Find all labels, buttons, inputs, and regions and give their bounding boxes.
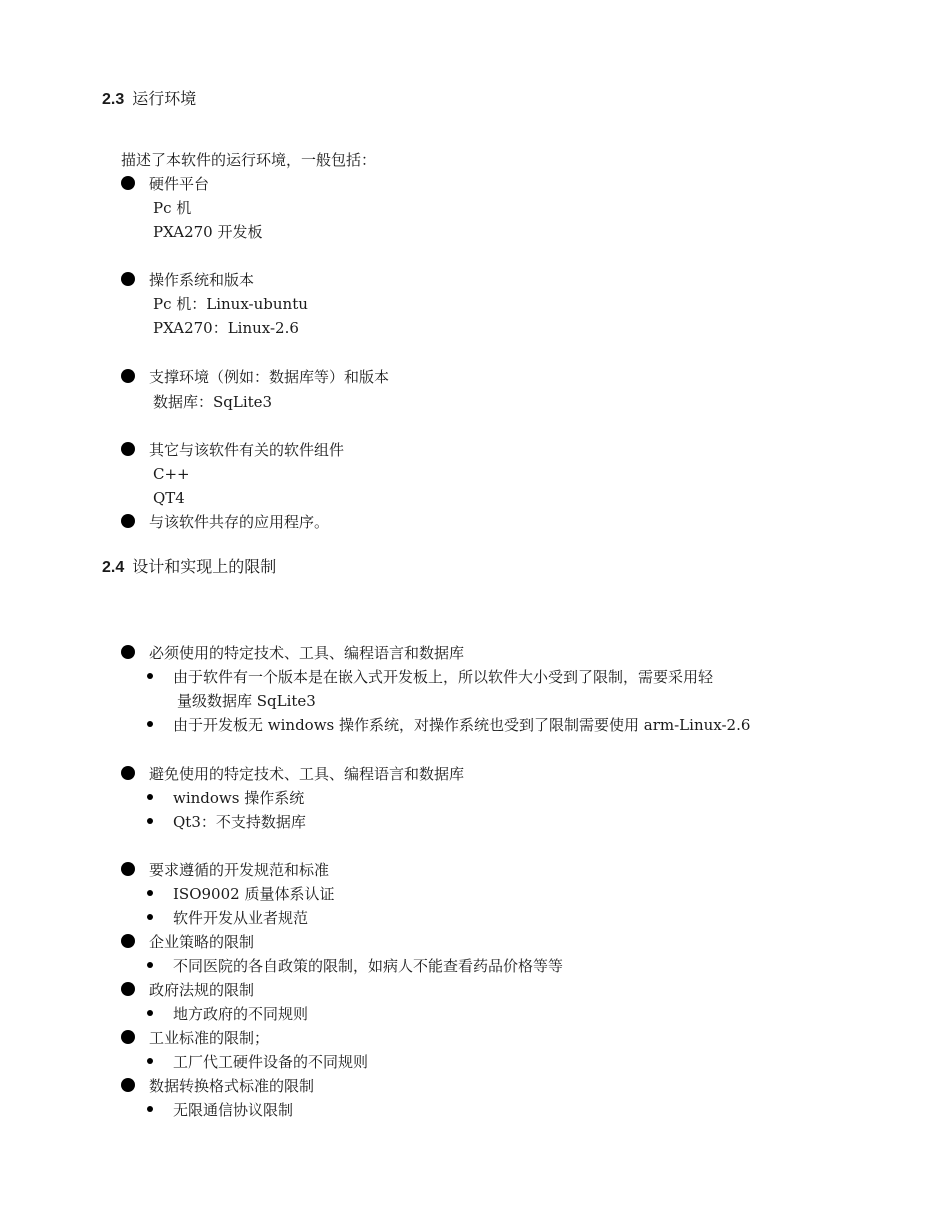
limit-bullet-industry: 工业标准的限制； — [121, 1026, 269, 1050]
sub-bullet-icon — [147, 721, 153, 727]
sub-bullet-icon — [147, 1058, 153, 1064]
bullet-icon — [121, 862, 135, 876]
sub-bullet-icon — [147, 794, 153, 800]
limit-item: 地方政府的不同规则 — [147, 1002, 308, 1026]
env-detail: PXA270 开发板 — [153, 223, 263, 241]
limit-bullet-enterprise: 企业策略的限制 — [121, 930, 254, 954]
limit-bullet-government: 政府法规的限制 — [121, 978, 254, 1002]
env-detail: PXA270：Linux-2.6 — [153, 319, 299, 337]
intro-text: 描述了本软件的运行环境，一般包括： — [121, 151, 377, 169]
env-detail: 数据库：SqLite3 — [153, 393, 273, 411]
section-2-3-heading — [102, 87, 196, 112]
limit-bullet-required-tech: 必须使用的特定技术、工具、编程语言和数据库 — [121, 641, 464, 665]
sub-bullet-icon — [147, 673, 153, 679]
sub-bullet-icon — [147, 914, 153, 920]
env-detail: C++ — [153, 465, 190, 483]
env-detail: QT4 — [153, 489, 185, 507]
env-detail: Pc 机：Linux-ubuntu — [153, 295, 308, 313]
sub-bullet-icon — [147, 818, 153, 824]
limit-item: 不同医院的各自政策的限制，如病人不能查看药品价格等等 — [147, 954, 563, 978]
bullet-icon — [121, 1030, 135, 1044]
section-title: 设计和实现上的限制 — [132, 557, 277, 576]
sub-bullet-icon — [147, 1010, 153, 1016]
env-bullet-hardware: 硬件平台 — [121, 172, 209, 196]
limit-item: 工厂代工硬件设备的不同规则 — [147, 1050, 368, 1074]
limit-item: windows 操作系统 — [147, 786, 304, 810]
sub-bullet-icon — [147, 890, 153, 896]
limit-item: Qt3：不支持数据库 — [147, 810, 306, 834]
limit-item: 软件开发从业者规范 — [147, 906, 308, 930]
env-bullet-components: 其它与该软件有关的软件组件 — [121, 438, 344, 462]
limit-item: ISO9002 质量体系认证 — [147, 882, 334, 906]
section-title: 运行环境 — [132, 89, 197, 108]
bullet-icon — [121, 645, 135, 659]
sub-bullet-icon — [147, 962, 153, 968]
bullet-icon — [121, 1078, 135, 1092]
limit-item: 无限通信协议限制 — [147, 1098, 293, 1122]
limit-item-continuation: 量级数据库 SqLite3 — [177, 692, 316, 710]
bullet-icon — [121, 176, 135, 190]
bullet-icon — [121, 934, 135, 948]
limit-bullet-standards: 要求遵循的开发规范和标准 — [121, 858, 329, 882]
bullet-icon — [121, 514, 135, 528]
bullet-icon — [121, 442, 135, 456]
section-number: 2.3 — [102, 91, 125, 108]
limit-item: 由于软件有一个版本是在嵌入式开发板上，所以软件大小受到了限制，需要采用轻 — [147, 665, 713, 689]
env-bullet-os: 操作系统和版本 — [121, 268, 254, 292]
env-bullet-coexist: 与该软件共存的应用程序。 — [121, 510, 329, 534]
section-number: 2.4 — [102, 559, 125, 576]
limit-bullet-data-format: 数据转换格式标准的限制 — [121, 1074, 314, 1098]
env-detail: Pc 机 — [153, 199, 192, 217]
section-2-4-heading — [102, 555, 276, 580]
bullet-icon — [121, 272, 135, 286]
bullet-icon — [121, 766, 135, 780]
limit-item: 由于开发板无 windows 操作系统，对操作系统也受到了限制需要使用 arm-Linux-2.6 — [147, 713, 750, 737]
env-bullet-support: 支撑环境（例如：数据库等）和版本 — [121, 365, 389, 389]
sub-bullet-icon — [147, 1106, 153, 1112]
bullet-icon — [121, 982, 135, 996]
bullet-icon — [121, 369, 135, 383]
limit-bullet-avoid-tech: 避免使用的特定技术、工具、编程语言和数据库 — [121, 762, 464, 786]
